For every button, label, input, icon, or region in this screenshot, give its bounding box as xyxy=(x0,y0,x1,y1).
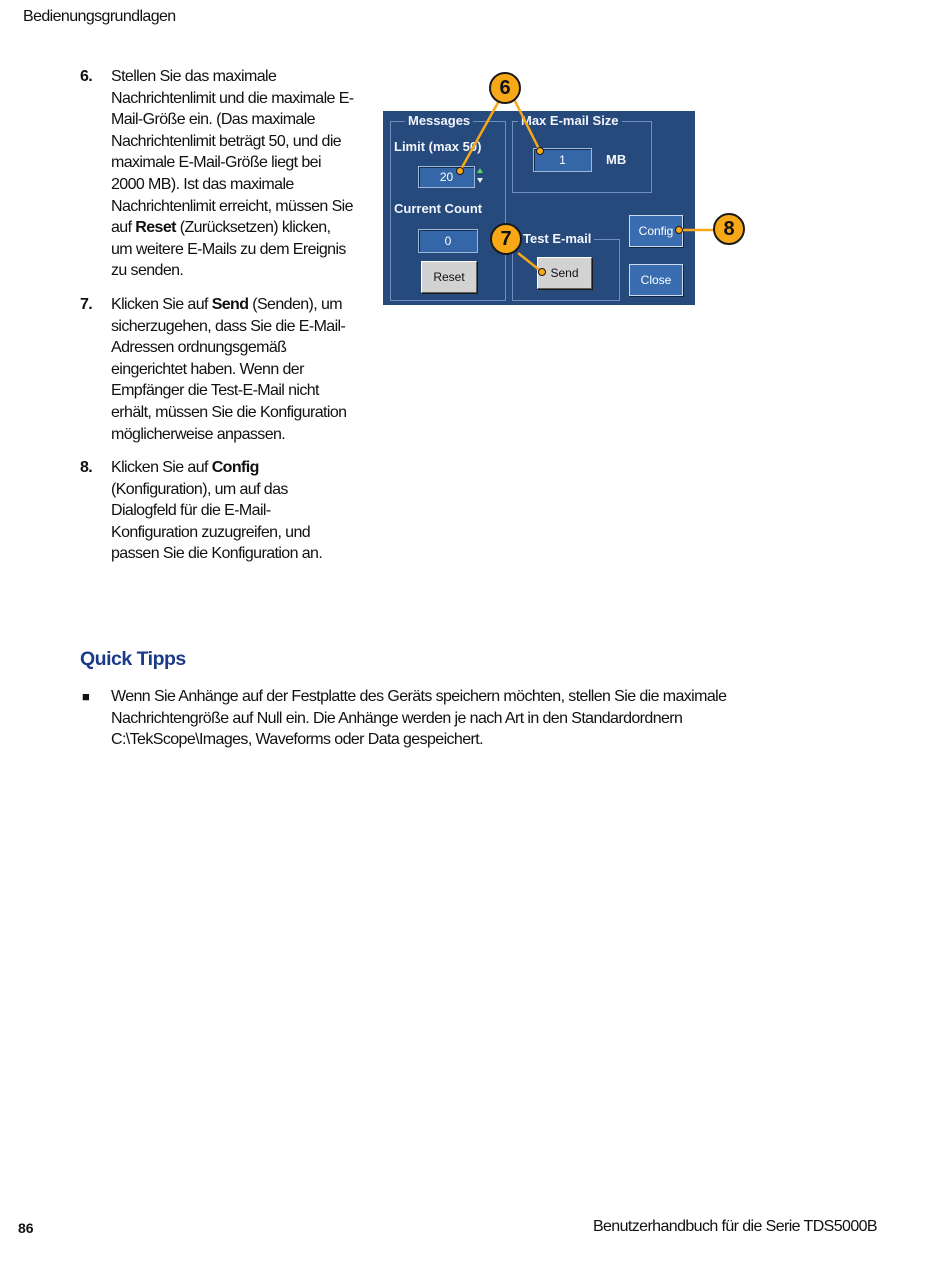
current-count-label: Current Count xyxy=(394,201,483,216)
step-text: Stellen Sie das maximale Nachrichtenlimit und die maximale E-Mail-Größe ein. (Das maximale Nachrichtenlimit beträgt 50, und die maximale E-Mail-Größe liegt bei 2000 MB). Ist das maximale Nachrichtenlimit erreicht, müssen Sie auf xyxy=(111,68,354,237)
current-count-field: 0 xyxy=(418,229,478,253)
test-email-group-title: Test E-mail xyxy=(520,232,594,246)
config-button[interactable]: Config xyxy=(629,215,683,247)
send-button[interactable]: Send xyxy=(537,257,592,289)
callout-7: 7 xyxy=(490,223,522,255)
page-number: 86 xyxy=(18,1220,34,1236)
messages-group-title: Messages xyxy=(405,114,473,128)
limit-label: Limit (max 50) xyxy=(394,139,482,154)
running-header: Bedienungsgrundlagen xyxy=(23,8,176,25)
email-settings-figure xyxy=(383,70,753,310)
step-item xyxy=(80,294,355,445)
step-text: Klicken Sie auf xyxy=(111,459,212,477)
limit-input[interactable]: 20 xyxy=(418,166,475,188)
step-ui-term: Config xyxy=(211,459,259,477)
step-ui-term: Send xyxy=(211,295,249,313)
callout-8: 8 xyxy=(713,213,745,245)
quick-tips-heading: Quick Tipps xyxy=(80,648,186,670)
step-item xyxy=(80,457,355,565)
step-text: (Senden), um sicherzugehen, dass Sie die E-Mail-Adressen ordnungsgemäß eingerichtet haben. Wenn der Empfänger die Test-E-Mail nicht erhält, müssen Sie die Konfiguration möglicherweise anpassen. xyxy=(111,295,347,443)
reset-button[interactable]: Reset xyxy=(421,261,477,293)
callout-6: 6 xyxy=(489,72,521,104)
callout-leader-lines xyxy=(383,70,753,310)
step-number: 7. xyxy=(80,295,93,313)
max-size-unit: MB xyxy=(606,152,627,167)
step-text: (Zurücksetzen) klicken, um weitere E-Mails zu dem Ereignis zu senden. xyxy=(111,219,346,280)
max-size-input[interactable]: 1 xyxy=(533,148,592,172)
step-text: Klicken Sie auf xyxy=(111,295,212,313)
close-button[interactable]: Close xyxy=(629,264,683,296)
step-ui-term: Reset xyxy=(135,219,176,237)
step-item xyxy=(80,66,355,282)
step-list xyxy=(80,66,355,577)
quick-tip-item xyxy=(80,686,770,751)
step-number: 6. xyxy=(80,68,93,85)
step-number: 8. xyxy=(80,459,93,477)
max-size-group-title: Max E-mail Size xyxy=(518,114,622,128)
square-bullet-icon: ■ xyxy=(82,689,90,704)
manual-title: Benutzerhandbuch für die Serie TDS5000B xyxy=(592,1218,877,1235)
quick-tip-text: Wenn Sie Anhänge auf der Festplatte des Geräts speichern möchten, stellen Sie die maximale Nachrichtengröße auf Null ein. Die Anhänge werden je nach Art in den Standardordnern C:\TekScope\Images, Waveforms oder Data gespeichert. xyxy=(111,688,727,749)
step-text: (Konfiguration), um auf das Dialogfeld für die E-Mail-Konfiguration zuzugreifen, und passen Sie die Konfiguration an. xyxy=(111,480,323,563)
